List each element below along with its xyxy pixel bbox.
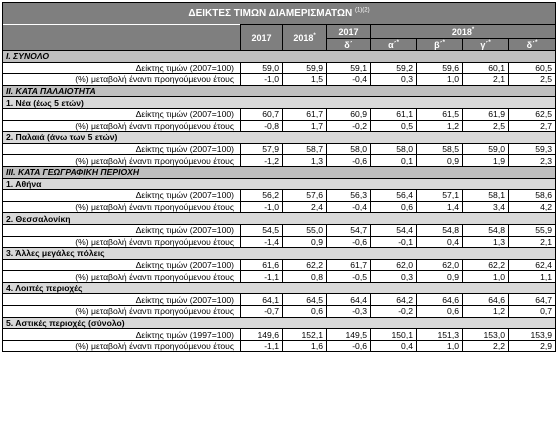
value-cell: 0,5 <box>371 120 417 132</box>
value-cell: 62,2 <box>283 259 327 271</box>
value-cell: 64,4 <box>327 294 371 306</box>
header-quarter-d-mark: * <box>535 39 538 46</box>
header-group-2017: 2017 <box>327 25 371 39</box>
row-label: Δείκτης τιμών (2007=100) <box>3 259 241 271</box>
row-label: (%) μεταβολή έναντι προηγούμενου έτους <box>3 74 241 86</box>
value-cell: 0,4 <box>371 340 417 352</box>
value-cell: -0,6 <box>327 236 371 248</box>
table-row <box>3 259 556 271</box>
value-cell: 57,9 <box>241 143 283 155</box>
value-cell: -1,1 <box>241 271 283 283</box>
value-cell: 150,1 <box>371 329 417 341</box>
value-cell: 64,6 <box>417 294 463 306</box>
value-cell: 149,5 <box>327 329 371 341</box>
subsection-header-row <box>3 248 556 260</box>
value-cell: 152,1 <box>283 329 327 341</box>
value-cell: 56,3 <box>327 190 371 202</box>
table-row <box>3 143 556 155</box>
table-row <box>3 62 556 74</box>
header-quarter-b <box>417 39 463 51</box>
value-cell: 2,1 <box>463 74 509 86</box>
value-cell: 60,9 <box>327 108 371 120</box>
header-group-2018-mark: * <box>471 26 475 33</box>
value-cell: 59,3 <box>509 143 556 155</box>
header-quarter-d-text: δ΄ <box>526 39 536 50</box>
header-year-2018-text: 2018 <box>293 32 314 43</box>
apartment-price-index-table-wrapper <box>2 2 555 352</box>
value-cell: 59,9 <box>283 62 327 74</box>
section-title: ΙΙ. ΚΑΤΑ ΠΑΛΑΙΟΤΗΤΑ <box>3 85 556 97</box>
value-cell: 58,7 <box>283 143 327 155</box>
value-cell: -1,2 <box>241 155 283 167</box>
value-cell: 59,0 <box>463 143 509 155</box>
value-cell: 58,1 <box>463 190 509 202</box>
row-label: (%) μεταβολή έναντι προηγούμενου έτους <box>3 155 241 167</box>
subsection-header-row <box>3 132 556 144</box>
value-cell: 149,6 <box>241 329 283 341</box>
table-title-text: ΔΕΙΚΤΕΣ ΤΙΜΩΝ ΔΙΑΜΕΡΙΣΜΑΤΩΝ <box>188 7 353 19</box>
value-cell: 56,2 <box>241 190 283 202</box>
table-row <box>3 340 556 352</box>
value-cell: 54,5 <box>241 224 283 236</box>
row-label: (%) μεταβολή έναντι προηγούμενου έτους <box>3 236 241 248</box>
value-cell: 59,2 <box>371 62 417 74</box>
table-row <box>3 108 556 120</box>
value-cell: 60,1 <box>463 62 509 74</box>
value-cell: 0,9 <box>283 236 327 248</box>
subsection-header-row <box>3 282 556 294</box>
value-cell: 1,2 <box>463 306 509 318</box>
row-label: Δείκτης τιμών (2007=100) <box>3 190 241 202</box>
value-cell: 1,4 <box>417 201 463 213</box>
value-cell: 55,0 <box>283 224 327 236</box>
value-cell: 2,5 <box>509 74 556 86</box>
table-row <box>3 271 556 283</box>
table-row <box>3 329 556 341</box>
value-cell: 58,0 <box>371 143 417 155</box>
row-label: Δείκτης τιμών (2007=100) <box>3 62 241 74</box>
value-cell: 0,1 <box>371 155 417 167</box>
table-row <box>3 236 556 248</box>
value-cell: -0,8 <box>241 120 283 132</box>
header-blank-cell <box>3 25 241 39</box>
table-title-footnote: (1)(2) <box>354 7 370 14</box>
table-row <box>3 155 556 167</box>
value-cell: 61,7 <box>327 259 371 271</box>
value-cell: 60,5 <box>509 62 556 74</box>
value-cell: 64,2 <box>371 294 417 306</box>
row-label: Δείκτης τιμών (2007=100) <box>3 143 241 155</box>
apartment-price-index-table <box>2 2 556 352</box>
row-label: (%) μεταβολή έναντι προηγούμενου έτους <box>3 201 241 213</box>
value-cell: 60,7 <box>241 108 283 120</box>
value-cell: 0,3 <box>371 74 417 86</box>
value-cell: 61,5 <box>417 108 463 120</box>
header-group-2018 <box>371 25 556 39</box>
value-cell: 2,7 <box>509 120 556 132</box>
value-cell: 1,7 <box>283 120 327 132</box>
value-cell: 1,9 <box>463 155 509 167</box>
section-title: Ι. ΣΥΝΟΛΟ <box>3 51 556 63</box>
subsection-title: 1. Αθήνα <box>3 178 556 190</box>
subsection-title: 2. Θεσσαλονίκη <box>3 213 556 225</box>
value-cell: -1,1 <box>241 340 283 352</box>
value-cell: -1,0 <box>241 74 283 86</box>
value-cell: -0,6 <box>327 155 371 167</box>
value-cell: 62,0 <box>417 259 463 271</box>
value-cell: -0,5 <box>327 271 371 283</box>
row-label: Δείκτης τιμών (2007=100) <box>3 224 241 236</box>
value-cell: 59,0 <box>241 62 283 74</box>
value-cell: 57,6 <box>283 190 327 202</box>
value-cell: -0,6 <box>327 340 371 352</box>
value-cell: 1,0 <box>463 271 509 283</box>
row-label: (%) μεταβολή έναντι προηγούμενου έτους <box>3 306 241 318</box>
row-label: (%) μεταβολή έναντι προηγούμενου έτους <box>3 340 241 352</box>
value-cell: 62,5 <box>509 108 556 120</box>
subsection-title: 4. Λοιπές περιοχές <box>3 282 556 294</box>
value-cell: 56,4 <box>371 190 417 202</box>
subsection-title: 1. Νέα (έως 5 ετών) <box>3 97 556 109</box>
table-row <box>3 120 556 132</box>
value-cell: 54,4 <box>371 224 417 236</box>
value-cell: 1,3 <box>283 155 327 167</box>
value-cell: 0,4 <box>417 236 463 248</box>
value-cell: 64,5 <box>283 294 327 306</box>
value-cell: 153,9 <box>509 329 556 341</box>
value-cell: 2,2 <box>463 340 509 352</box>
value-cell: 1,0 <box>417 340 463 352</box>
value-cell: 64,6 <box>463 294 509 306</box>
row-label: Δείκτης τιμών (1997=100) <box>3 329 241 341</box>
value-cell: 0,6 <box>371 201 417 213</box>
row-label: (%) μεταβολή έναντι προηγούμενου έτους <box>3 120 241 132</box>
value-cell: 64,1 <box>241 294 283 306</box>
value-cell: -1,0 <box>241 201 283 213</box>
value-cell: 61,1 <box>371 108 417 120</box>
value-cell: 57,1 <box>417 190 463 202</box>
table-title <box>3 3 556 25</box>
section-header-row <box>3 51 556 63</box>
header-quarter-a <box>371 39 417 51</box>
value-cell: 54,7 <box>327 224 371 236</box>
value-cell: 2,4 <box>283 201 327 213</box>
value-cell: 62,0 <box>371 259 417 271</box>
header-year-2017: 2017 <box>241 25 283 51</box>
value-cell: 1,0 <box>417 74 463 86</box>
header-quarter-c <box>463 39 509 51</box>
value-cell: 0,6 <box>417 306 463 318</box>
value-cell: -1,4 <box>241 236 283 248</box>
section-header-row <box>3 85 556 97</box>
row-label: (%) μεταβολή έναντι προηγούμενου έτους <box>3 271 241 283</box>
value-cell: 2,5 <box>463 120 509 132</box>
value-cell: 1,1 <box>509 271 556 283</box>
value-cell: 59,1 <box>327 62 371 74</box>
value-cell: -0,7 <box>241 306 283 318</box>
value-cell: 58,5 <box>417 143 463 155</box>
header-quarter-2017-d: δ΄ <box>327 39 371 51</box>
value-cell: 61,9 <box>463 108 509 120</box>
table-row <box>3 294 556 306</box>
header-quarter-c-mark: * <box>488 39 491 46</box>
value-cell: 1,5 <box>283 74 327 86</box>
value-cell: 58,0 <box>327 143 371 155</box>
value-cell: -0,3 <box>327 306 371 318</box>
header-quarter-a-mark: * <box>396 39 399 46</box>
header-blank-cell-lower <box>3 39 241 51</box>
subsection-title: 5. Αστικές περιοχές (σύνολο) <box>3 317 556 329</box>
header-year-2018 <box>283 25 327 51</box>
row-label: Δείκτης τιμών (2007=100) <box>3 108 241 120</box>
value-cell: -0,4 <box>327 201 371 213</box>
value-cell: 1,3 <box>463 236 509 248</box>
value-cell: 0,3 <box>371 271 417 283</box>
header-quarter-b-mark: * <box>442 39 445 46</box>
value-cell: 58,6 <box>509 190 556 202</box>
value-cell: 153,0 <box>463 329 509 341</box>
value-cell: 1,6 <box>283 340 327 352</box>
header-year-2018-mark: * <box>313 32 316 39</box>
header-quarter-d <box>509 39 556 51</box>
section-title: ΙΙΙ. ΚΑΤΑ ΓΕΩΓΡΑΦΙΚΗ ΠΕΡΙΟΧΗ <box>3 166 556 178</box>
subsection-header-row <box>3 213 556 225</box>
value-cell: 0,8 <box>283 271 327 283</box>
subsection-header-row <box>3 97 556 109</box>
value-cell: 54,8 <box>417 224 463 236</box>
section-header-row <box>3 166 556 178</box>
value-cell: 59,6 <box>417 62 463 74</box>
value-cell: 151,3 <box>417 329 463 341</box>
header-quarter-b-text: β΄ <box>434 39 443 50</box>
subsection-header-row <box>3 178 556 190</box>
value-cell: 62,4 <box>509 259 556 271</box>
table-row <box>3 201 556 213</box>
value-cell: 0,7 <box>509 306 556 318</box>
header-quarter-c-text: γ΄ <box>480 39 489 50</box>
value-cell: 4,2 <box>509 201 556 213</box>
value-cell: 3,4 <box>463 201 509 213</box>
value-cell: -0,4 <box>327 74 371 86</box>
value-cell: 2,9 <box>509 340 556 352</box>
value-cell: 2,1 <box>509 236 556 248</box>
header-group-2018-text: 2018 <box>451 26 472 37</box>
value-cell: -0,2 <box>327 120 371 132</box>
value-cell: -0,2 <box>371 306 417 318</box>
subsection-header-row <box>3 317 556 329</box>
value-cell: 0,9 <box>417 271 463 283</box>
value-cell: 61,6 <box>241 259 283 271</box>
header-quarter-a-text: α΄ <box>388 39 397 50</box>
table-row <box>3 74 556 86</box>
value-cell: 62,2 <box>463 259 509 271</box>
value-cell: 55,9 <box>509 224 556 236</box>
value-cell: -0,1 <box>371 236 417 248</box>
row-label: Δείκτης τιμών (2007=100) <box>3 294 241 306</box>
value-cell: 2,3 <box>509 155 556 167</box>
table-row <box>3 190 556 202</box>
value-cell: 64,7 <box>509 294 556 306</box>
value-cell: 61,7 <box>283 108 327 120</box>
value-cell: 54,8 <box>463 224 509 236</box>
subsection-title: 3. Άλλες μεγάλες πόλεις <box>3 248 556 260</box>
table-row <box>3 224 556 236</box>
value-cell: 0,6 <box>283 306 327 318</box>
value-cell: 1,2 <box>417 120 463 132</box>
subsection-title: 2. Παλαιά (άνω των 5 ετών) <box>3 132 556 144</box>
table-row <box>3 306 556 318</box>
value-cell: 0,9 <box>417 155 463 167</box>
